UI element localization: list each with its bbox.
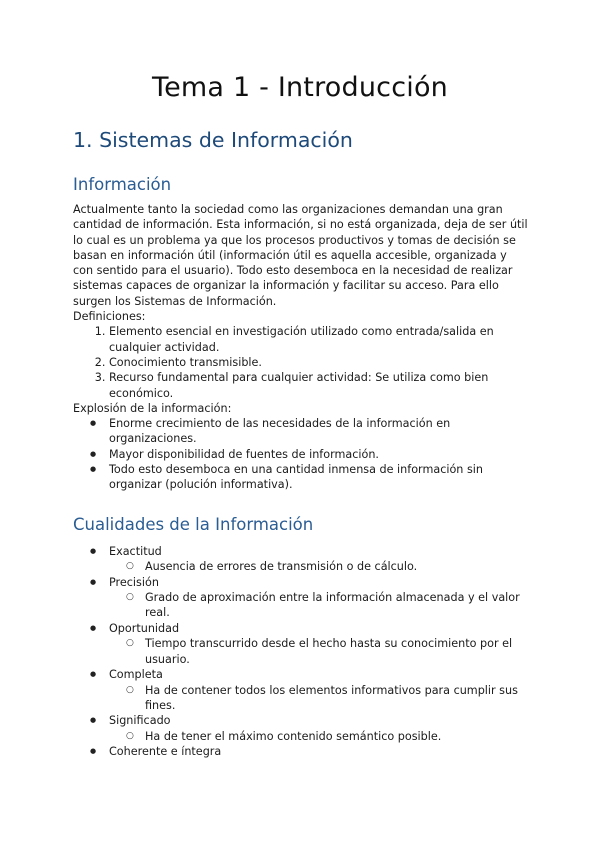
- definitions-label: Definiciones:: [73, 310, 146, 324]
- definitions-list: [73, 324, 528, 400]
- info-paragraph: Actualmente tanto la sociedad como las organizaciones demandan una gran cantidad de información. Esta información, si no está organizada, deja de ser útil lo cual es un problema ya que los procesos productivos y tomas de decisión se basan en información útil (información útil es aquella accesible, organizada y con sentido para el usuario). Todo esto desemboca en la necesidad de realizar sistemas capaces de organizar la información y facilitar su acceso. Para ello surgen los Sistemas de Información.: [73, 203, 528, 308]
- list-item: ● Todo esto desemboca en una cantidad inmensa de información sin organizar (polución informativa).: [109, 462, 528, 493]
- info-heading: Información: [73, 175, 172, 194]
- list-item: 2. Conocimiento transmisible.: [109, 355, 528, 370]
- quality-name: Coherente e íntegra: [109, 745, 222, 759]
- quality-name: Significado: [109, 714, 171, 728]
- quality-item: [109, 713, 528, 744]
- info-section: [73, 175, 528, 493]
- quality-name: Precisión: [109, 575, 159, 589]
- list-item: ● Enorme crecimiento de las necesidades de la información en organizaciones.: [109, 416, 528, 447]
- quality-detail: ○ Grado de aproximación entre la información almacenada y el valor real.: [145, 590, 528, 621]
- qualities-heading: Cualidades de la Información: [73, 515, 314, 534]
- quality-item: [109, 621, 528, 667]
- explosion-label: Explosión de la información:: [73, 401, 232, 415]
- quality-detail: ○ Ha de tener el máximo contenido semántico posible.: [145, 729, 528, 744]
- quality-item: [109, 667, 528, 713]
- list-item: 3. Recurso fundamental para cualquier actividad: Se utiliza como bien económico.: [109, 370, 528, 401]
- quality-detail: ○ Ausencia de errores de transmisión o de cálculo.: [145, 559, 528, 574]
- quality-detail: ○ Ha de contener todos los elementos informativos para cumplir sus fines.: [145, 683, 528, 714]
- quality-item: [109, 744, 528, 759]
- qualities-list: [73, 544, 528, 760]
- list-item: ● Mayor disponibilidad de fuentes de información.: [109, 447, 528, 462]
- explosion-list: [73, 416, 528, 492]
- quality-item: [109, 575, 528, 621]
- quality-name: Exactitud: [109, 545, 162, 558]
- section-heading: 1. Sistemas de Información: [73, 128, 353, 152]
- list-item: 1. Elemento esencial en investigación utilizado como entrada/salida en cualquier actividad.: [109, 324, 528, 355]
- quality-item: [109, 544, 528, 575]
- quality-name: Completa: [109, 668, 163, 682]
- qualities-section: [73, 515, 528, 760]
- quality-detail: ○ Tiempo transcurrido desde el hecho hasta su conocimiento por el usuario.: [145, 636, 528, 667]
- quality-name: Oportunidad: [109, 622, 180, 636]
- page-title: Tema 1 - Introducción: [152, 72, 448, 103]
